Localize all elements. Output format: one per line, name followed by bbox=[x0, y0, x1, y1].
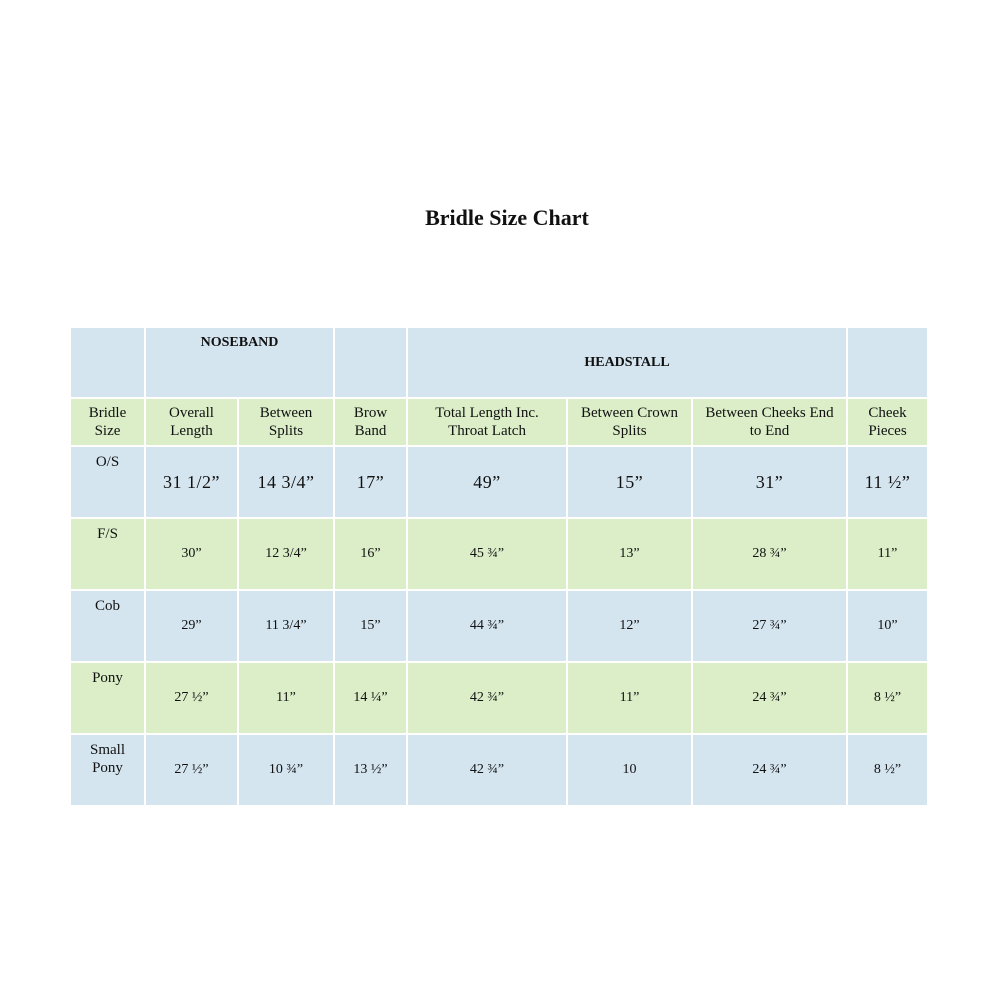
column-header-line: Between bbox=[259, 405, 313, 421]
column-header-cheek-pieces bbox=[847, 398, 928, 446]
size-label: Cob bbox=[94, 598, 120, 614]
size-label: Pony bbox=[92, 760, 123, 776]
value-cell: 12” bbox=[567, 590, 692, 662]
page-title: Bridle Size Chart bbox=[425, 205, 589, 230]
column-header-line: Brow bbox=[353, 405, 388, 421]
value-cell: 45 ¾” bbox=[407, 518, 567, 590]
size-cell bbox=[70, 662, 145, 734]
column-header-bridle-size bbox=[70, 398, 145, 446]
column-header-line: Cheek bbox=[868, 405, 907, 421]
column-header-line: Size bbox=[94, 423, 121, 439]
bridle-size-table bbox=[69, 326, 929, 807]
group-header-row bbox=[70, 327, 928, 398]
value-cell: 10 bbox=[567, 734, 692, 806]
value-cell: 11 ½” bbox=[847, 446, 928, 518]
column-header-line: Between Cheeks End bbox=[705, 405, 834, 421]
value-cell: 17” bbox=[334, 446, 407, 518]
size-cell bbox=[70, 590, 145, 662]
column-header-between-crown-splits bbox=[567, 398, 692, 446]
size-cell bbox=[70, 734, 145, 806]
value-cell: 10 ¾” bbox=[238, 734, 334, 806]
column-header-line: Between Crown bbox=[580, 405, 679, 421]
column-header-line: Band bbox=[354, 423, 387, 439]
column-header-overall-length bbox=[145, 398, 238, 446]
group-header-empty bbox=[847, 327, 928, 398]
table-row bbox=[70, 590, 928, 662]
group-header-empty bbox=[70, 327, 145, 398]
value-cell: 11” bbox=[847, 518, 928, 590]
value-cell: 31 1/2” bbox=[145, 446, 238, 518]
value-cell: 27 ½” bbox=[145, 734, 238, 806]
value-cell: 24 ¾” bbox=[692, 662, 847, 734]
value-cell: 8 ½” bbox=[847, 662, 928, 734]
column-header-line: Throat Latch bbox=[448, 423, 526, 439]
column-header-line: Pieces bbox=[868, 423, 907, 439]
column-header-line: Total Length Inc. bbox=[435, 405, 539, 421]
value-cell: 13” bbox=[567, 518, 692, 590]
value-cell: 8 ½” bbox=[847, 734, 928, 806]
group-header-noseband: NOSEBAND bbox=[145, 327, 334, 398]
column-header-line: to End bbox=[749, 423, 790, 439]
value-cell: 11” bbox=[238, 662, 334, 734]
value-cell: 16” bbox=[334, 518, 407, 590]
table-row bbox=[70, 734, 928, 806]
value-cell: 29” bbox=[145, 590, 238, 662]
column-header-line: Overall bbox=[169, 405, 214, 421]
value-cell: 12 3/4” bbox=[238, 518, 334, 590]
value-cell: 27 ½” bbox=[145, 662, 238, 734]
value-cell: 11 3/4” bbox=[238, 590, 334, 662]
value-cell: 14 ¼” bbox=[334, 662, 407, 734]
size-label: Small bbox=[89, 742, 125, 758]
table-row bbox=[70, 446, 928, 518]
column-header-line: Length bbox=[170, 423, 213, 439]
group-header-headstall: HEADSTALL bbox=[407, 327, 847, 398]
size-label: O/S bbox=[95, 454, 120, 470]
size-cell bbox=[70, 446, 145, 518]
column-header-line: Bridle bbox=[88, 405, 127, 421]
value-cell: 30” bbox=[145, 518, 238, 590]
value-cell: 27 ¾” bbox=[692, 590, 847, 662]
column-header-between-cheeks bbox=[692, 398, 847, 446]
value-cell: 31” bbox=[692, 446, 847, 518]
value-cell: 15” bbox=[567, 446, 692, 518]
value-cell: 42 ¾” bbox=[407, 734, 567, 806]
size-label: F/S bbox=[97, 526, 118, 542]
table-row bbox=[70, 662, 928, 734]
value-cell: 15” bbox=[334, 590, 407, 662]
value-cell: 13 ½” bbox=[334, 734, 407, 806]
table-row bbox=[70, 518, 928, 590]
value-cell: 10” bbox=[847, 590, 928, 662]
column-header-line: Splits bbox=[612, 423, 647, 439]
size-cell bbox=[70, 518, 145, 590]
value-cell: 14 3/4” bbox=[238, 446, 334, 518]
column-header-brow-band bbox=[334, 398, 407, 446]
value-cell: 44 ¾” bbox=[407, 590, 567, 662]
value-cell: 49” bbox=[407, 446, 567, 518]
value-cell: 11” bbox=[567, 662, 692, 734]
value-cell: 42 ¾” bbox=[407, 662, 567, 734]
size-label: Pony bbox=[92, 670, 123, 686]
value-cell: 24 ¾” bbox=[692, 734, 847, 806]
column-header-between-splits bbox=[238, 398, 334, 446]
column-header-row bbox=[70, 398, 928, 446]
group-header-empty bbox=[334, 327, 407, 398]
column-header-line: Splits bbox=[268, 423, 304, 439]
column-header-total-length bbox=[407, 398, 567, 446]
value-cell: 28 ¾” bbox=[692, 518, 847, 590]
